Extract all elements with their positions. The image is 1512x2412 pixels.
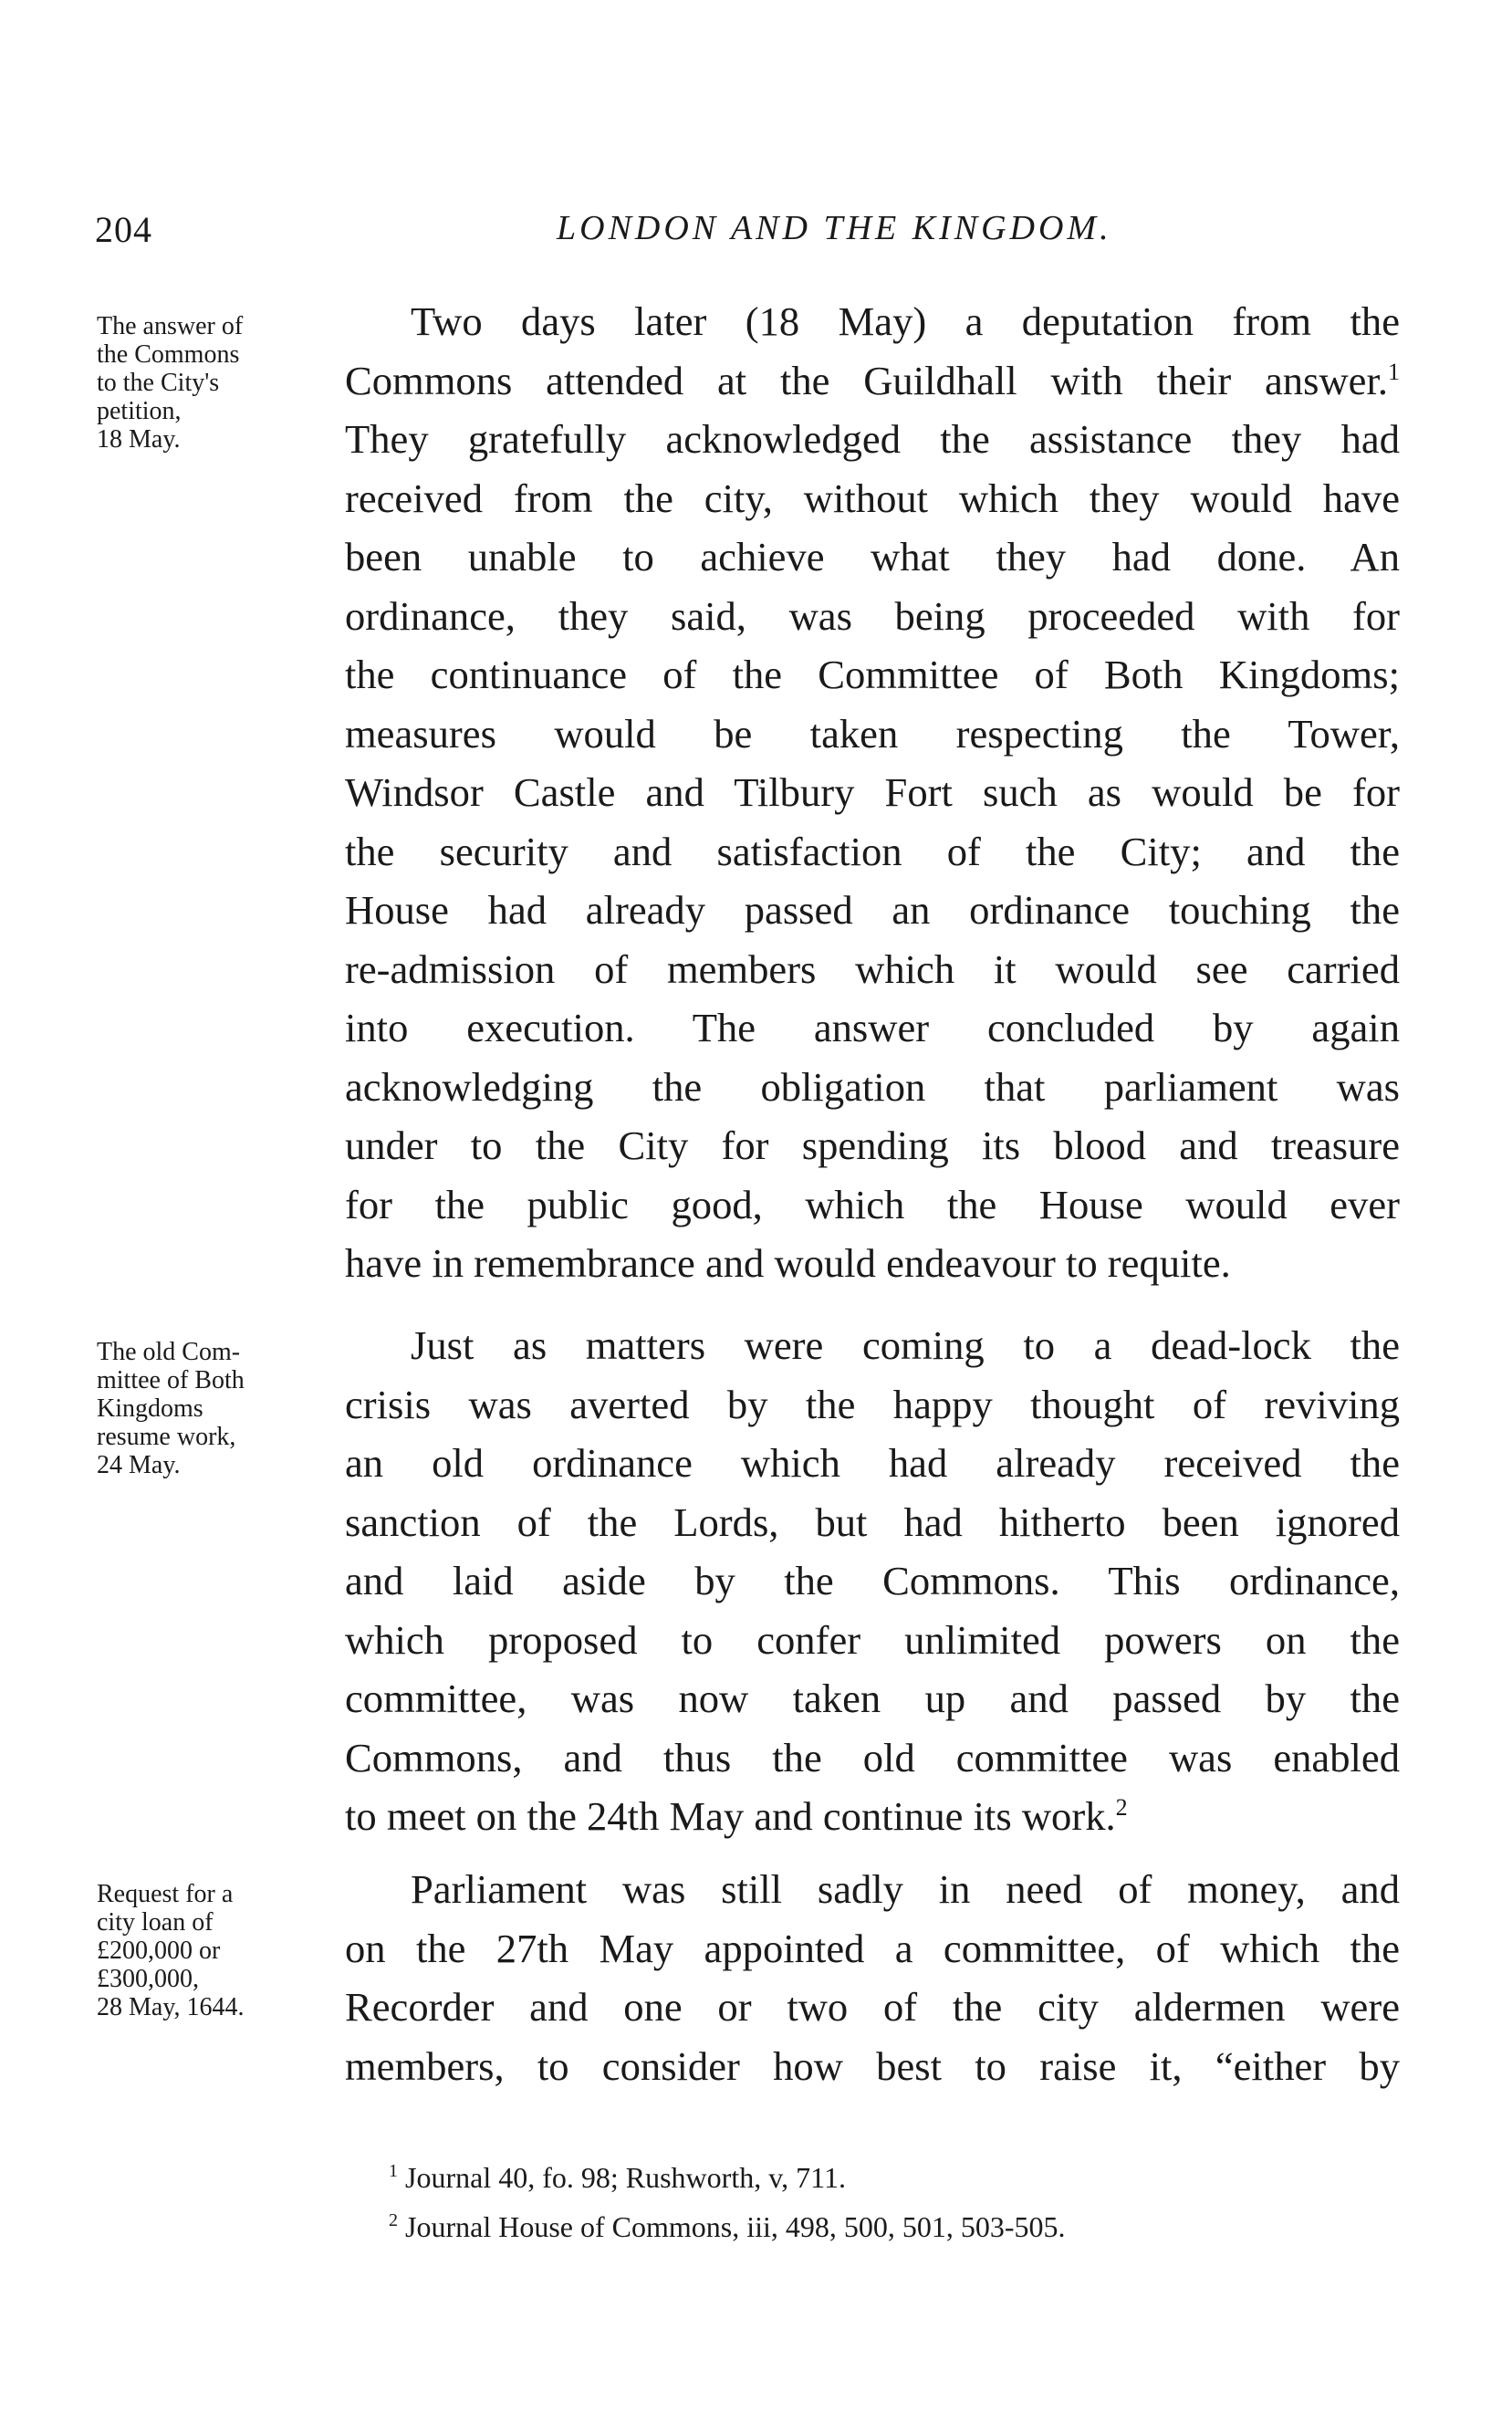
sidenote-line: 18 May. [97,425,181,454]
sidenote-line: £200,000 or [97,1937,221,1965]
sidenote-commons-answer [97,312,325,454]
sidenote-line: The old Com- [97,1338,241,1366]
text-line: Just as matters were coming to a dead-lock the [411,1322,1400,1368]
sidenote-city-loan-request [97,1880,325,2021]
page-number: 204 [95,209,152,250]
text-line: under to the City for spending its blood and treasure [345,1122,1400,1168]
text-line: for the public good, which the House would ever [345,1181,1400,1227]
text-line: Parliament was still sadly in need of money, and [411,1866,1400,1912]
text-line: Windsor Castle and Tilbury Fort such as would be for [345,769,1400,815]
text-line-content: to meet on the 24th May and continue its work. [345,1793,1116,1839]
paragraph-old-committee [345,1316,1400,1846]
text-line: the continuance of the Committee of Both Kingdoms; [345,652,1400,697]
sidenote-line: Kingdoms [97,1394,203,1423]
sidenote-old-committee [97,1338,325,1479]
sidenote-line: £300,000, [97,1965,199,1993]
text-line: and laid aside by the Commons. This ordinance, [345,1558,1400,1603]
paragraph-city-loan [345,1860,1400,2095]
text-line: ordinance, they said, was being proceeded with for [345,592,1400,639]
text-line: into execution. The answer concluded by again [345,1005,1400,1050]
footnote-marker: 2 [389,2210,398,2230]
sidenote-line: city loan of [97,1908,214,1937]
text-line: re-admission of members which it would see carried [345,945,1400,992]
sidenote-line: 28 May, 1644. [97,1993,245,2021]
text-line: sanction of the Lords, but had hitherto been ignored [345,1498,1400,1545]
sidenote-line: resume work, [97,1423,236,1451]
text-line: Recorder and one or two of the city aldermen were [345,1984,1400,2030]
sidenote-line: the Commons [97,340,240,369]
paragraph-commons-answer [345,292,1400,1293]
sidenote-line: mittee of Both [97,1366,245,1394]
text-line: committee, was now taken up and passed by the [345,1676,1400,1721]
sidenote-line: Request for a [97,1880,234,1908]
text-line: acknowledging the obligation that parliament was [345,1063,1400,1110]
text-line: received from the city, without which they would have [345,475,1400,521]
text-line: House had already passed an ordinance touching the [345,887,1400,933]
sidenote-line: petition, [97,397,182,425]
text-line: on the 27th May appointed a committee, of which the [345,1925,1400,1971]
sidenote-line: 24 May. [97,1451,181,1479]
footnote-2 [389,2210,1066,2244]
sidenote-line: to the City's [97,369,220,397]
text-line: They gratefully acknowledged the assistance they had [345,416,1400,462]
text-line [345,1787,1400,1846]
text-line: which proposed to confer unlimited powers on the [345,1616,1400,1663]
text-line: Commons, and thus the old committee was enabled [345,1734,1400,1780]
running-title: LONDON AND THE KINGDOM. [557,209,1112,247]
text-line: Two days later (18 May) a deputation from the [411,298,1400,344]
footnote-text: Journal House of Commons, iii, 498, 500, 501, 503-505. [405,2210,1066,2243]
text-line: members, to consider how best to raise it, “either by [345,2042,1400,2089]
footnote-ref: 2 [1115,1794,1128,1821]
footnote-ref: 1 [1388,358,1400,385]
text-line: the security and satisfaction of the City; and the [345,828,1400,874]
text-line: measures would be taken respecting the Tower, [345,710,1400,757]
footnote-text: Journal 40, fo. 98; Rushworth, v, 711. [405,2161,846,2194]
text-line [345,351,1400,411]
sidenote-line: The answer of [97,312,244,340]
footnote-marker: 1 [389,2161,398,2181]
text-line-content: Commons attended at the Guildhall with their answer. [345,357,1388,403]
text-line: an old ordinance which had already received the [345,1440,1400,1486]
text-line: crisis was averted by the happy thought of reviving [345,1381,1400,1427]
text-line: have in remembrance and would endeavour to requite. [345,1240,1231,1286]
text-line: been unable to achieve what they had done. An [345,534,1400,580]
footnote-1 [389,2161,846,2195]
